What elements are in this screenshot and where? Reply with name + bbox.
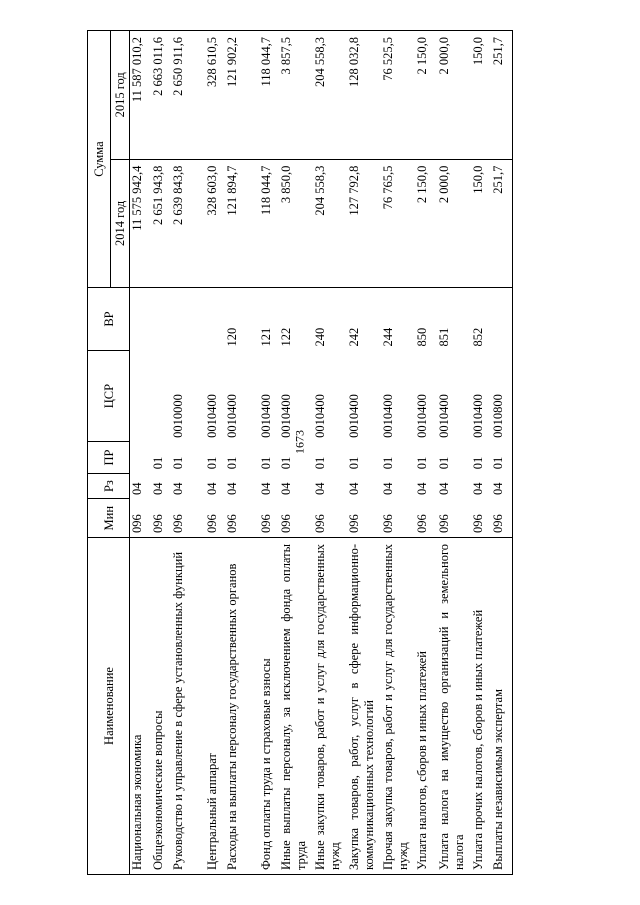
row-rz-code: 04 <box>491 473 513 499</box>
row-name: Расходы на выплаты персоналу государственных органов <box>225 537 259 874</box>
row-csr-code: 0010400 <box>470 394 485 438</box>
row-name: Уплата налогов, сборов и иных платежей <box>415 537 437 874</box>
table-row <box>347 31 381 875</box>
row-vr-code <box>491 288 513 351</box>
row-sum-2015: 2 000,0 <box>437 31 471 160</box>
header-2015: 2015 год <box>111 31 130 160</box>
row-name: Иные закупки товаров, работ и услуг для государственных нужд <box>313 537 347 874</box>
table-row <box>171 31 205 875</box>
row-pr-code: 01 <box>346 456 361 470</box>
table-row <box>259 31 279 875</box>
row-csr-code: 0010400 <box>436 394 451 438</box>
row-sum-2015: 2 663 011,6 <box>151 31 171 160</box>
row-vr-code: 120 <box>225 288 259 351</box>
row-csr-code: 0010000 <box>170 394 185 438</box>
row-vr-code: 852 <box>471 288 491 351</box>
row-csr-code: 0010800 <box>491 350 513 441</box>
row-name: Уплата налога на имущество организаций и земельного налога <box>437 537 471 874</box>
row-pr-code <box>130 442 151 473</box>
row-pr-code: 01 <box>224 456 239 470</box>
row-sum-2015: 251,7 <box>491 31 513 160</box>
row-pr-code: 01 <box>491 442 513 473</box>
row-sum-2014: 150,0 <box>471 159 491 288</box>
row-rz-code: 04 <box>436 482 451 495</box>
row-sum-2015: 76 525,5 <box>381 31 415 160</box>
row-min-code: 096 <box>205 499 225 538</box>
table-row <box>471 31 491 875</box>
row-rz-code: 04 <box>470 482 485 495</box>
row-sum-2015: 2 650 911,6 <box>171 31 205 160</box>
row-pr-code: 01 <box>170 456 185 470</box>
row-sum-2015: 118 044,7 <box>259 31 279 160</box>
row-sum-2015: 11 587 010,2 <box>130 31 151 160</box>
header-name: Наименование <box>88 537 130 874</box>
header-min: Мин <box>88 499 130 538</box>
row-sum-2015: 128 032,8 <box>347 31 381 160</box>
row-csr-code: 0010400 <box>414 394 429 438</box>
row-min-code: 096 <box>381 499 415 538</box>
row-rz-code: 04 <box>380 482 395 495</box>
table-row <box>491 31 513 875</box>
row-csr-code: 0010400 <box>346 394 361 438</box>
table-body <box>130 31 513 875</box>
row-sum-2014: 204 558,3 <box>313 159 347 288</box>
row-name: Закупка товаров, работ, услуг в сфере информационно-коммуникационных технологий <box>347 537 381 874</box>
row-min-code: 096 <box>279 499 313 538</box>
row-vr-code: 242 <box>347 288 381 351</box>
page-number: 1673 <box>292 430 307 454</box>
header-sum: Сумма <box>88 31 111 288</box>
row-name: Руководство и управление в сфере установленных функций <box>171 537 205 874</box>
row-min-code: 096 <box>259 499 279 538</box>
rotated-table-frame <box>87 30 617 875</box>
row-pr-code: 01 <box>150 456 165 470</box>
row-csr-code: 0010400 <box>278 394 293 438</box>
row-rz-code: 04 <box>346 482 361 495</box>
row-csr-code: 0010400 <box>258 394 273 438</box>
row-vr-code: 121 <box>259 288 279 351</box>
table-row <box>415 31 437 875</box>
header-pr: ПР <box>88 442 130 473</box>
row-pr-code: 01 <box>414 456 429 470</box>
row-name: Общеэкономические вопросы <box>151 537 171 874</box>
row-pr-code: 01 <box>436 456 451 470</box>
row-sum-2015: 3 857,5 <box>279 31 313 160</box>
row-vr-code: 240 <box>313 288 347 351</box>
row-pr-code: 01 <box>258 456 273 470</box>
row-sum-2014: 2 000,0 <box>437 159 471 288</box>
table-row <box>279 31 313 875</box>
row-sum-2014: 251,7 <box>491 159 513 288</box>
row-min-code: 096 <box>225 499 259 538</box>
row-min-code: 096 <box>130 499 151 538</box>
row-rz-code: 04 <box>258 482 273 495</box>
table-header <box>88 31 130 875</box>
row-rz-code: 04 <box>414 482 429 495</box>
row-rz-code: 04 <box>150 482 165 495</box>
table-row <box>151 31 171 875</box>
table-row <box>313 31 347 875</box>
table-row <box>225 31 259 875</box>
row-sum-2014: 121 894,7 <box>225 159 259 288</box>
row-sum-2014: 2 150,0 <box>415 159 437 288</box>
row-sum-2014: 127 792,8 <box>347 159 381 288</box>
row-sum-2014: 2 651 943,8 <box>151 159 171 288</box>
row-name: Иные выплаты персоналу, за исключением фонда оплаты труда <box>279 537 313 874</box>
row-pr-code: 01 <box>312 456 327 470</box>
row-sum-2015: 150,0 <box>471 31 491 160</box>
row-name: Национальная экономика <box>130 537 151 874</box>
row-pr-code: 01 <box>380 456 395 470</box>
table-row <box>381 31 415 875</box>
row-csr-code: 0010400 <box>224 394 239 438</box>
row-sum-2014: 76 765,5 <box>381 159 415 288</box>
row-vr-code <box>151 288 171 351</box>
row-sum-2015: 204 558,3 <box>313 31 347 160</box>
row-name: Уплата прочих налогов, сборов и иных платежей <box>471 537 491 874</box>
row-rz-code: 04 <box>170 482 185 495</box>
row-vr-code <box>205 288 225 351</box>
row-csr-code: 0010400 <box>204 394 219 438</box>
row-sum-2014: 11 575 942,4 <box>130 159 151 288</box>
header-csr: ЦСР <box>88 350 130 441</box>
header-rz: Рз <box>88 473 130 499</box>
row-min-code: 096 <box>313 499 347 538</box>
row-vr-code: 122 <box>279 288 313 351</box>
header-2014: 2014 год <box>111 159 130 288</box>
row-vr-code <box>171 288 205 351</box>
table-row <box>205 31 225 875</box>
table-row <box>437 31 471 875</box>
row-sum-2014: 328 603,0 <box>205 159 225 288</box>
row-rz-code: 04 <box>224 482 239 495</box>
row-rz-code: 04 <box>278 482 293 495</box>
row-min-code: 096 <box>437 499 471 538</box>
row-min-code: 096 <box>491 499 513 538</box>
row-min-code: 096 <box>347 499 381 538</box>
row-sum-2014: 118 044,7 <box>259 159 279 288</box>
row-vr-code: 851 <box>437 288 471 351</box>
row-pr-code: 01 <box>278 456 293 470</box>
row-name: Фонд оплаты труда и страховые взносы <box>259 537 279 874</box>
row-rz-code: 04 <box>130 482 144 495</box>
row-vr-code: 850 <box>415 288 437 351</box>
row-min-code: 096 <box>471 499 491 538</box>
row-name: Центральный аппарат <box>205 537 225 874</box>
row-csr-code <box>151 350 171 441</box>
row-sum-2015: 2 150,0 <box>415 31 437 160</box>
row-csr-code: 0010400 <box>312 394 327 438</box>
row-sum-2014: 2 639 843,8 <box>171 159 205 288</box>
row-name: Выплаты независимым экспертам <box>491 537 513 874</box>
row-vr-code: 244 <box>381 288 415 351</box>
row-csr-code <box>130 350 151 441</box>
row-sum-2015: 121 902,2 <box>225 31 259 160</box>
table-row <box>130 31 151 875</box>
row-rz-code: 04 <box>312 482 327 495</box>
row-min-code: 096 <box>415 499 437 538</box>
row-rz-code: 04 <box>204 482 219 495</box>
budget-table <box>87 30 513 875</box>
header-vr: ВР <box>88 288 130 351</box>
row-sum-2015: 328 610,5 <box>205 31 225 160</box>
row-vr-code <box>130 288 151 351</box>
row-min-code: 096 <box>151 499 171 538</box>
row-pr-code: 01 <box>470 456 485 470</box>
row-csr-code: 0010400 <box>380 394 395 438</box>
row-pr-code: 01 <box>204 456 219 470</box>
row-min-code: 096 <box>171 499 205 538</box>
row-sum-2014: 3 850,0 <box>279 159 313 288</box>
row-name: Прочая закупка товаров, работ и услуг для государственных нужд <box>381 537 415 874</box>
